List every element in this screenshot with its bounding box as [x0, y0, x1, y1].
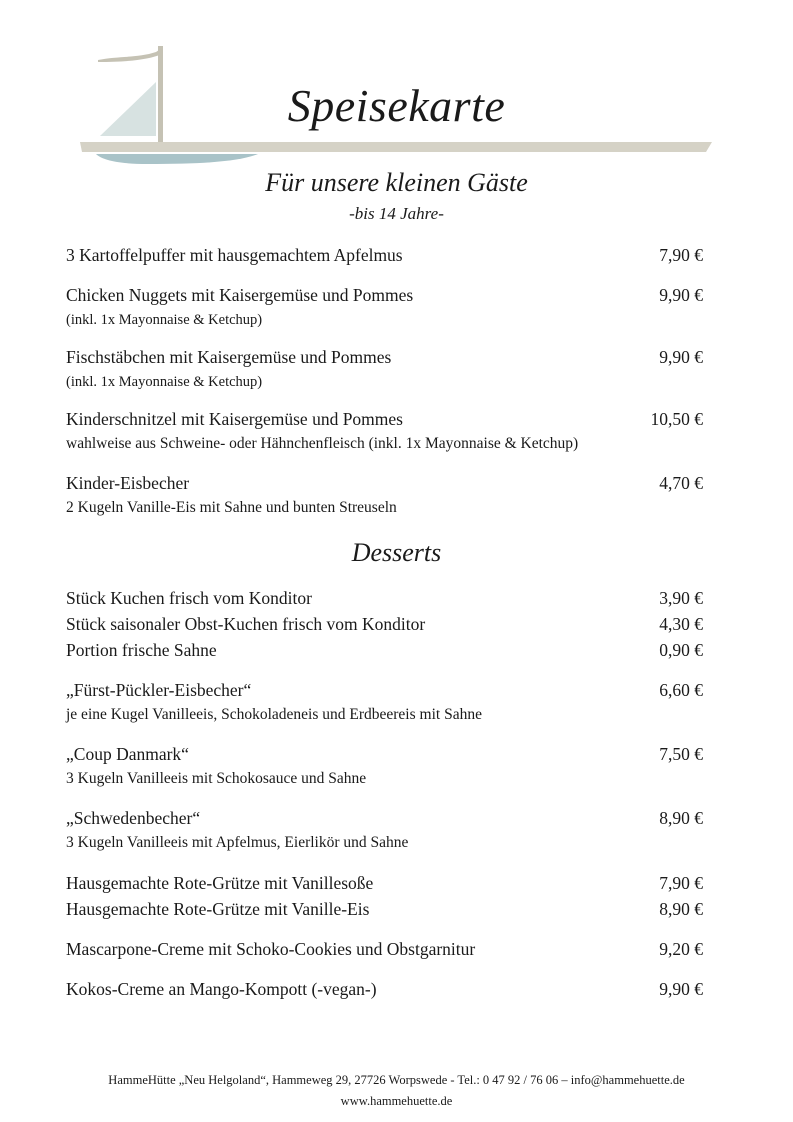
- menu-item-price: 3,90 €: [659, 588, 703, 608]
- menu-header: [0, 0, 793, 170]
- menu-item-name: Stück saisonaler Obst-Kuchen frisch vom Konditor: [66, 614, 426, 634]
- menu-item-note: 2 Kugeln Vanille-Eis mit Sahne und bunten Streuseln: [66, 499, 397, 516]
- menu-item-name: Hausgemachte Rote-Grütze mit Vanille-Eis: [66, 899, 370, 919]
- menu-item-name: „Schwedenbecher“: [66, 808, 201, 828]
- page-title: Speisekarte: [287, 80, 506, 131]
- menu-item-price: 9,90 €: [659, 979, 703, 999]
- menu-item-name: Hausgemachte Rote-Grütze mit Vanillesoße: [66, 873, 374, 893]
- menu-item-name: „Fürst-Pückler-Eisbecher“: [66, 680, 252, 700]
- menu-item-price: 9,20 €: [659, 939, 703, 959]
- menu-item-price: 6,60 €: [659, 680, 703, 700]
- menu-item-price: 9,90 €: [659, 347, 703, 367]
- menu-item-note: 3 Kugeln Vanilleeis mit Apfelmus, Eierlikör und Sahne: [66, 834, 409, 851]
- menu-item-name: 3 Kartoffelpuffer mit hausgemachtem Apfelmus: [66, 245, 403, 265]
- menu-item-name: Portion frische Sahne: [66, 640, 217, 660]
- menu-item-price: 7,90 €: [659, 245, 703, 265]
- menu-item-name: Stück Kuchen frisch vom Konditor: [66, 588, 312, 608]
- menu-item-price: 9,90 €: [659, 285, 703, 305]
- menu-item-name: Kokos-Creme an Mango-Kompott (-vegan-): [66, 979, 377, 999]
- menu-item-price: 0,90 €: [659, 640, 703, 660]
- menu-item-price: 8,90 €: [659, 899, 703, 919]
- menu-item-price: 4,70 €: [659, 473, 703, 493]
- menu-item-name: Kinderschnitzel mit Kaisergemüse und Pommes: [66, 409, 403, 429]
- menu-item-name: Chicken Nuggets mit Kaisergemüse und Pommes: [66, 285, 414, 305]
- menu-item-name: Kinder-Eisbecher: [66, 473, 190, 493]
- menu-item-note: wahlweise aus Schweine- oder Hähnchenfleisch (inkl. 1x Mayonnaise & Ketchup): [66, 435, 579, 452]
- footer-website: www.hammehuette.de: [340, 1094, 453, 1108]
- menu-item-price: 4,30 €: [659, 614, 703, 634]
- section-title-desserts: Desserts: [351, 538, 442, 567]
- menu-item-price: 8,90 €: [659, 808, 703, 828]
- menu-item-price: 10,50 €: [650, 409, 703, 429]
- menu-item-note: 3 Kugeln Vanilleeis mit Schokosauce und Sahne: [66, 770, 367, 787]
- section-title-kids: Für unsere kleinen Gäste: [265, 168, 528, 197]
- menu-item-note: (inkl. 1x Mayonnaise & Ketchup): [66, 312, 263, 328]
- menu-item-note: (inkl. 1x Mayonnaise & Ketchup): [66, 374, 263, 390]
- menu-item-price: 7,50 €: [659, 744, 703, 764]
- menu-item-name: „Coup Danmark“: [66, 744, 189, 764]
- menu-item-name: Fischstäbchen mit Kaisergemüse und Pommes: [66, 347, 392, 367]
- menu-item-name: Mascarpone-Creme mit Schoko-Cookies und Obstgarnitur: [66, 939, 476, 959]
- menu-item-note: je eine Kugel Vanilleeis, Schokoladeneis und Erdbeereis mit Sahne: [66, 706, 482, 723]
- section-subtitle-kids: -bis 14 Jahre-: [349, 204, 444, 223]
- menu-item-price: 7,90 €: [659, 873, 703, 893]
- footer-address: HammeHütte „Neu Helgoland“, Hammeweg 29, 27726 Worpswede - Tel.: 0 47 92 / 76 06 – info@hammehuette.de: [108, 1073, 685, 1087]
